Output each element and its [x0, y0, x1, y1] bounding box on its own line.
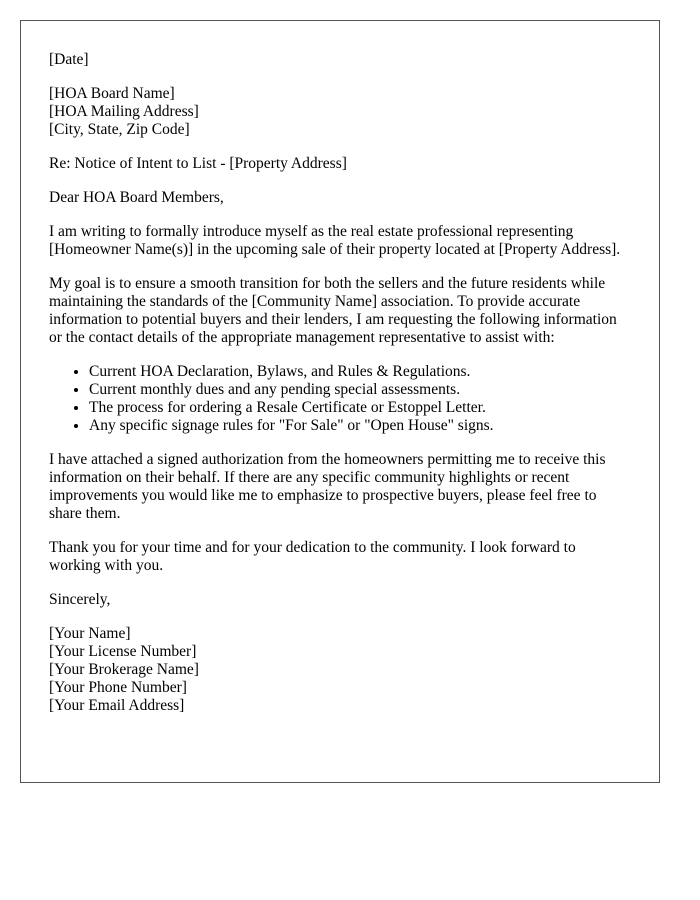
- signature-brokerage: [Your Brokerage Name]: [49, 661, 199, 678]
- letter-date: [49, 51, 631, 69]
- signature-email: [Your Email Address]: [49, 697, 185, 714]
- goal-paragraph: My goal is to ensure a smooth transition for both the sellers and the future residents while maintaining the standards of the [Community Name] association. To provide accurate information to potential buyers and their lenders, I am requesting the following information or the contact details of the appropriate management representative to assist with:: [49, 275, 617, 346]
- signature-phone: [Your Phone Number]: [49, 679, 187, 696]
- thanks-paragraph: Thank you for your time and for your dedication to the community. I look forward to working with you.: [49, 539, 576, 574]
- subject-line: Re: Notice of Intent to List - [Property Address]: [49, 155, 347, 172]
- signature-block: [49, 625, 631, 715]
- request-list: [49, 363, 631, 435]
- list-item: • The process for ordering a Resale Certificate or Estoppel Letter.: [89, 399, 631, 417]
- list-item: • Current HOA Declaration, Bylaws, and Rules & Regulations.: [89, 363, 631, 381]
- authorization-paragraph: I have attached a signed authorization from the homeowners permitting me to receive this information on their behalf. If there are any specific community highlights or recent improvements you would like me to emphasize to prospective buyers, please feel free to share them.: [49, 451, 606, 522]
- recipient-name: [HOA Board Name]: [49, 85, 175, 102]
- intro-paragraph: I am writing to formally introduce myself as the real estate professional representing [Homeowner Name(s)] in the upcoming sale of their property located at [Property Address].: [49, 223, 621, 258]
- signature-name: [Your Name]: [49, 625, 131, 642]
- list-item: • Current monthly dues and any pending special assessments.: [89, 381, 631, 399]
- recipient-city-state-zip: [City, State, Zip Code]: [49, 121, 190, 138]
- salutation: Dear HOA Board Members,: [49, 189, 224, 206]
- recipient-mailing-address: [HOA Mailing Address]: [49, 103, 199, 120]
- signature-license: [Your License Number]: [49, 643, 197, 660]
- date-text: [Date]: [49, 51, 89, 68]
- recipient-address: [49, 85, 631, 139]
- letter-document: [20, 20, 660, 783]
- closing: Sincerely,: [49, 591, 111, 608]
- list-item: • Any specific signage rules for "For Sale" or "Open House" signs.: [89, 417, 631, 435]
